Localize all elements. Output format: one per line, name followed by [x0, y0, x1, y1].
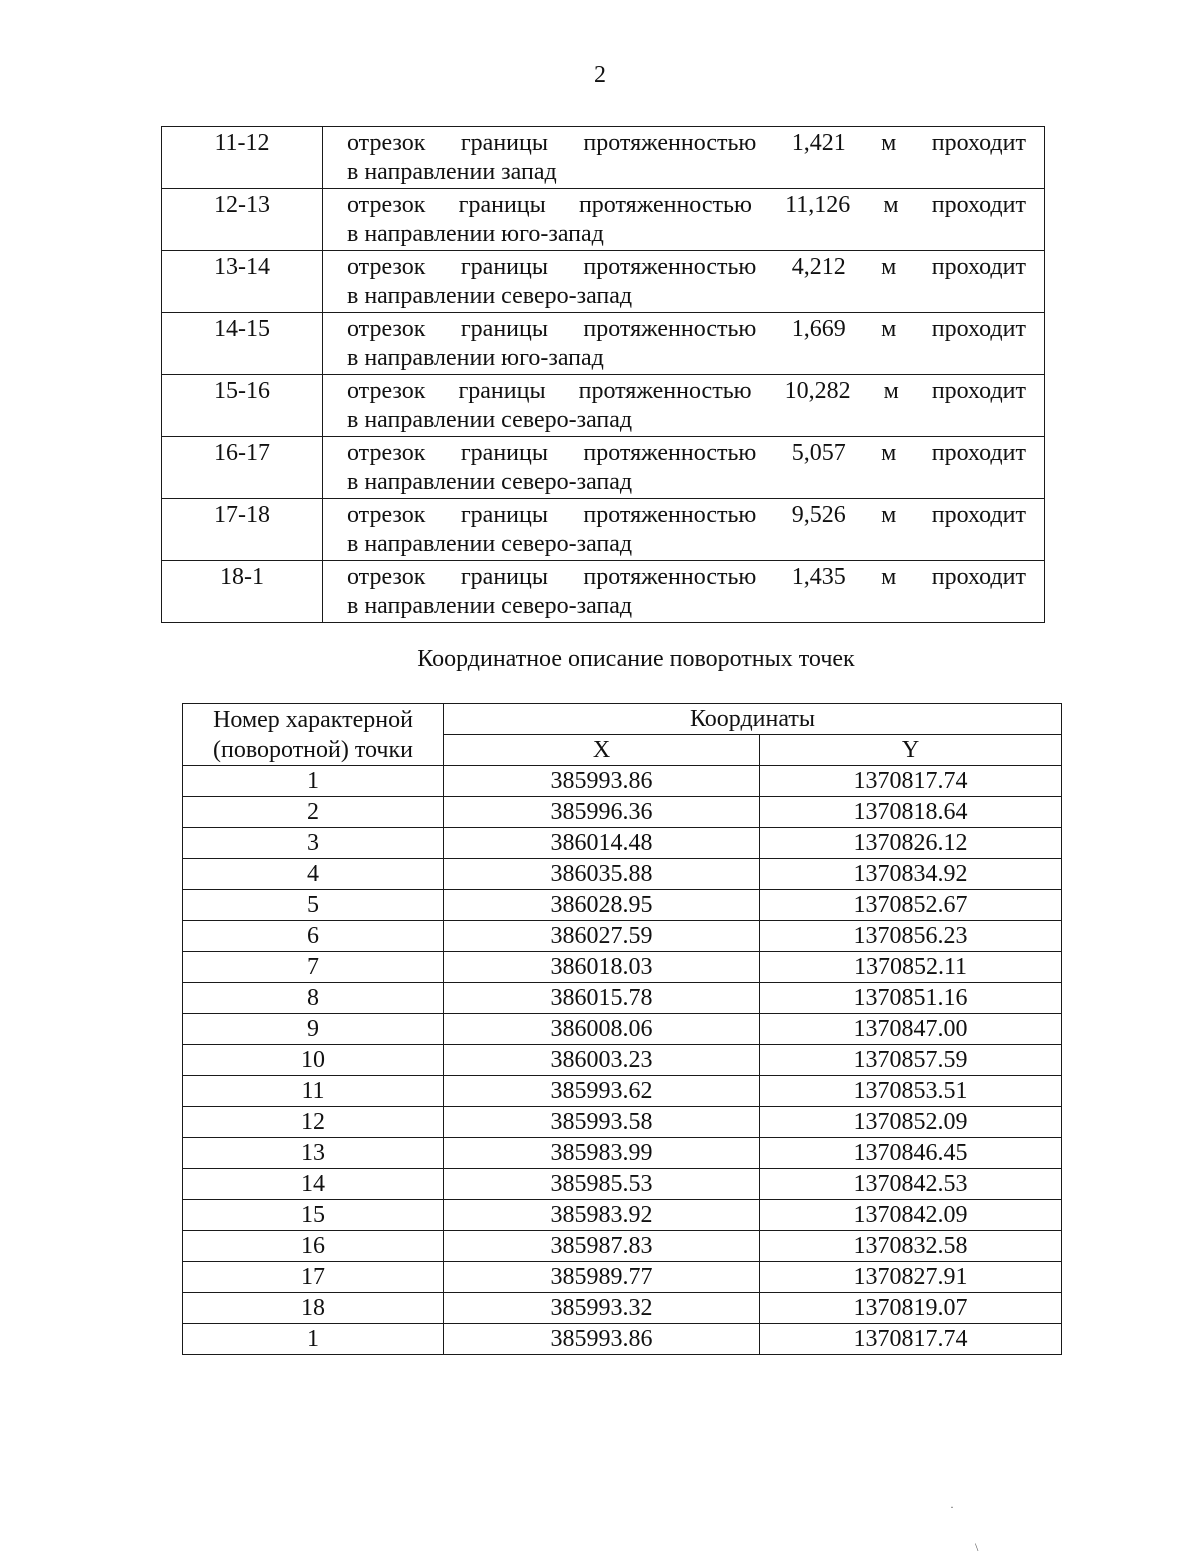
point-row [183, 921, 1062, 952]
segment-word: отрезок [347, 564, 426, 590]
segment-word: м [883, 192, 899, 218]
point-x: 386003.23 [444, 1045, 760, 1076]
point-y: 1370846.45 [760, 1138, 1062, 1169]
point-x: 386008.06 [444, 1014, 760, 1045]
point-x: 385987.83 [444, 1231, 760, 1262]
segment-description-line1 [347, 315, 1026, 344]
segment-word: 9,526 [791, 502, 846, 528]
point-row [183, 1107, 1062, 1138]
scan-speck: · [950, 1500, 954, 1514]
points-body [183, 766, 1062, 1355]
point-x: 386015.78 [444, 983, 760, 1014]
point-x: 385983.92 [444, 1200, 760, 1231]
point-number: 5 [183, 890, 444, 921]
segment-word: отрезок [347, 316, 426, 342]
segment-word: границы [460, 440, 548, 466]
segment-row [162, 375, 1045, 437]
segment-description [323, 127, 1045, 189]
point-row [183, 1324, 1062, 1355]
segment-description [323, 499, 1045, 561]
segment-word: отрезок [347, 130, 426, 156]
point-row [183, 1200, 1062, 1231]
segment-word: границы [460, 316, 548, 342]
point-number: 4 [183, 859, 444, 890]
segment-description-line2: в направлении северо-запад [347, 469, 633, 495]
y-header: Y [760, 735, 1062, 766]
point-row [183, 1138, 1062, 1169]
page-number: 2 [594, 62, 606, 88]
point-number-header-line1: Номер характерной [213, 706, 413, 733]
segment-row [162, 561, 1045, 623]
segment-word: 1,435 [791, 564, 846, 590]
segment-word: границы [460, 130, 548, 156]
segment-word: протяженностью [583, 130, 757, 156]
point-number: 9 [183, 1014, 444, 1045]
point-row [183, 1262, 1062, 1293]
point-number: 13 [183, 1138, 444, 1169]
segment-word: 5,057 [791, 440, 846, 466]
segment-description [323, 375, 1045, 437]
segment-description-line2: в направлении юго-запад [347, 345, 604, 371]
x-header: X [444, 735, 760, 766]
point-number: 7 [183, 952, 444, 983]
segment-row [162, 437, 1045, 499]
point-number: 16 [183, 1231, 444, 1262]
segment-word: протяженностью [578, 192, 752, 218]
point-x: 385993.86 [444, 766, 760, 797]
point-y: 1370852.11 [760, 952, 1062, 983]
section-title: Координатное описание поворотных точек [417, 646, 855, 672]
segment-description-line1 [347, 191, 1026, 220]
segment-word: протяженностью [583, 316, 757, 342]
segment-description [323, 251, 1045, 313]
segment-row [162, 189, 1045, 251]
segment-code: 11-12 [162, 127, 323, 189]
point-number: 18 [183, 1293, 444, 1324]
segment-word: протяженностью [583, 254, 757, 280]
segment-description-line1 [347, 253, 1026, 282]
point-number: 17 [183, 1262, 444, 1293]
coordinates-header [183, 704, 1062, 766]
point-number: 8 [183, 983, 444, 1014]
segment-code: 17-18 [162, 499, 323, 561]
scan-speck: \ [975, 1540, 979, 1554]
segment-description-line2: в направлении северо-запад [347, 531, 633, 557]
point-x: 386014.48 [444, 828, 760, 859]
segment-word: м [883, 378, 899, 404]
segments-body [162, 127, 1045, 623]
point-number-header-line2: (поворотной) точки [213, 736, 413, 763]
segment-word: протяженностью [578, 378, 752, 404]
segment-description-line2: в направлении запад [347, 159, 557, 185]
point-y: 1370832.58 [760, 1231, 1062, 1262]
point-x: 385993.86 [444, 1324, 760, 1355]
point-number: 15 [183, 1200, 444, 1231]
segment-word: протяженностью [583, 502, 757, 528]
point-x: 385983.99 [444, 1138, 760, 1169]
segment-description-line2: в направлении северо-запад [347, 407, 633, 433]
point-x: 386027.59 [444, 921, 760, 952]
point-row [183, 952, 1062, 983]
point-number: 2 [183, 797, 444, 828]
point-row [183, 828, 1062, 859]
segment-code: 13-14 [162, 251, 323, 313]
point-y: 1370819.07 [760, 1293, 1062, 1324]
segment-word: м [881, 254, 897, 280]
segment-word: 1,421 [791, 130, 846, 156]
segment-word: проходит [931, 564, 1026, 590]
coordinates-table [182, 703, 1062, 1355]
boundary-segments-table [161, 126, 1045, 623]
point-row [183, 1045, 1062, 1076]
point-x: 385993.32 [444, 1293, 760, 1324]
point-x: 385985.53 [444, 1169, 760, 1200]
point-x: 385993.62 [444, 1076, 760, 1107]
point-y: 1370817.74 [760, 766, 1062, 797]
segment-word: м [881, 440, 897, 466]
segment-word: м [881, 130, 897, 156]
point-y: 1370826.12 [760, 828, 1062, 859]
point-row [183, 797, 1062, 828]
header-row-top [183, 704, 1062, 735]
point-row [183, 1169, 1062, 1200]
segment-word: проходит [931, 316, 1026, 342]
point-x: 385989.77 [444, 1262, 760, 1293]
segment-word: проходит [931, 130, 1026, 156]
point-row [183, 983, 1062, 1014]
segment-word: отрезок [347, 192, 426, 218]
point-number: 11 [183, 1076, 444, 1107]
segment-word: проходит [931, 440, 1026, 466]
segment-word: м [881, 564, 897, 590]
segment-word: протяженностью [583, 564, 757, 590]
point-row [183, 859, 1062, 890]
segment-word: отрезок [347, 440, 426, 466]
segment-code: 18-1 [162, 561, 323, 623]
point-row [183, 890, 1062, 921]
segment-code: 15-16 [162, 375, 323, 437]
segment-description [323, 189, 1045, 251]
point-y: 1370851.16 [760, 983, 1062, 1014]
point-x: 386035.88 [444, 859, 760, 890]
segment-description [323, 561, 1045, 623]
segment-word: границы [460, 254, 548, 280]
point-x: 386028.95 [444, 890, 760, 921]
segment-row [162, 251, 1045, 313]
segment-word: 1,669 [791, 316, 846, 342]
point-number: 12 [183, 1107, 444, 1138]
segment-description-line1 [347, 563, 1026, 592]
segment-word: отрезок [347, 254, 426, 280]
segment-row [162, 313, 1045, 375]
point-y: 1370857.59 [760, 1045, 1062, 1076]
point-number-header [183, 704, 444, 766]
point-row [183, 1076, 1062, 1107]
segment-description [323, 313, 1045, 375]
point-y: 1370842.53 [760, 1169, 1062, 1200]
segment-row [162, 499, 1045, 561]
point-y: 1370853.51 [760, 1076, 1062, 1107]
segment-word: границы [458, 378, 546, 404]
segment-word: границы [458, 192, 546, 218]
segment-description-line1 [347, 129, 1026, 158]
segment-word: проходит [931, 502, 1026, 528]
segment-word: проходит [931, 254, 1026, 280]
point-number: 1 [183, 766, 444, 797]
segment-word: отрезок [347, 378, 426, 404]
point-y: 1370852.67 [760, 890, 1062, 921]
point-number: 10 [183, 1045, 444, 1076]
point-y: 1370818.64 [760, 797, 1062, 828]
point-number: 14 [183, 1169, 444, 1200]
point-x: 385996.36 [444, 797, 760, 828]
segment-word: отрезок [347, 502, 426, 528]
point-x: 385993.58 [444, 1107, 760, 1138]
point-row [183, 1293, 1062, 1324]
segment-description-line2: в направлении северо-запад [347, 283, 633, 309]
point-row [183, 766, 1062, 797]
point-y: 1370856.23 [760, 921, 1062, 952]
point-y: 1370834.92 [760, 859, 1062, 890]
segment-word: 4,212 [791, 254, 846, 280]
point-y: 1370842.09 [760, 1200, 1062, 1231]
segment-description-line2: в направлении северо-запад [347, 593, 633, 619]
point-x: 386018.03 [444, 952, 760, 983]
point-number: 3 [183, 828, 444, 859]
point-y: 1370827.91 [760, 1262, 1062, 1293]
point-row [183, 1231, 1062, 1262]
segment-code: 14-15 [162, 313, 323, 375]
segment-code: 12-13 [162, 189, 323, 251]
segment-word: границы [460, 502, 548, 528]
segment-code: 16-17 [162, 437, 323, 499]
segment-description-line1 [347, 377, 1026, 406]
segment-word: м [881, 316, 897, 342]
segment-word: 11,126 [785, 192, 851, 218]
segment-description [323, 437, 1045, 499]
point-y: 1370847.00 [760, 1014, 1062, 1045]
segment-description-line1 [347, 501, 1026, 530]
segment-word: проходит [931, 378, 1026, 404]
point-number: 1 [183, 1324, 444, 1355]
segment-row [162, 127, 1045, 189]
segment-word: м [881, 502, 897, 528]
coordinates-header-cell: Координаты [444, 704, 1062, 735]
point-y: 1370817.74 [760, 1324, 1062, 1355]
segment-description-line1 [347, 439, 1026, 468]
point-row [183, 1014, 1062, 1045]
segment-word: протяженностью [583, 440, 757, 466]
segment-word: 10,282 [784, 378, 851, 404]
segment-description-line2: в направлении юго-запад [347, 221, 604, 247]
segment-word: границы [460, 564, 548, 590]
point-y: 1370852.09 [760, 1107, 1062, 1138]
point-number: 6 [183, 921, 444, 952]
segment-word: проходит [931, 192, 1026, 218]
